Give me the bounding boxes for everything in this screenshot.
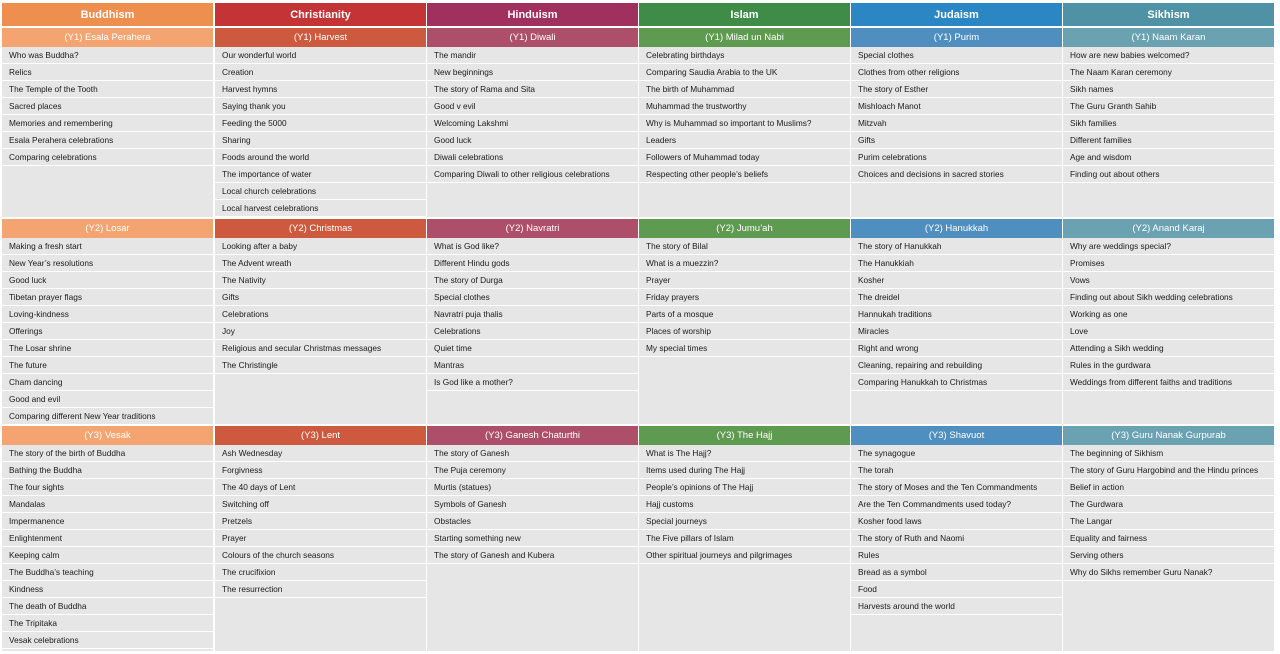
topic-item: Finding out about others	[1063, 166, 1274, 183]
topic-item: Respecting other people’s beliefs	[639, 166, 850, 183]
unit-title: (Y2) Christmas	[215, 219, 426, 238]
topic-item: The Advent wreath	[215, 255, 426, 272]
unit-block	[1063, 28, 1274, 217]
unit-title: (Y1) Diwali	[427, 28, 638, 47]
topic-item: The story of Bilal	[639, 238, 850, 255]
topic-item: Starting something new	[427, 530, 638, 547]
topic-item: Ash Wednesday	[215, 445, 426, 462]
topic-item: The Nativity	[215, 272, 426, 289]
topic-item: Right and wrong	[851, 340, 1062, 357]
topic-list	[427, 445, 638, 564]
curriculum-grid	[2, 3, 1276, 651]
topic-item: Religious and secular Christmas messages	[215, 340, 426, 357]
topic-item: What is The Hajj?	[639, 445, 850, 462]
topic-item: Saying thank you	[215, 98, 426, 115]
topic-item: Items used during The Hajj	[639, 462, 850, 479]
topic-item: The Puja ceremony	[427, 462, 638, 479]
topic-item: New Year’s resolutions	[2, 255, 213, 272]
topic-item: Miracles	[851, 323, 1062, 340]
topic-item: Gifts	[215, 289, 426, 306]
topic-list	[851, 47, 1062, 183]
topic-item: Celebrations	[427, 323, 638, 340]
topic-item: Making a fresh start	[2, 238, 213, 255]
topic-list	[639, 238, 850, 357]
unit-title: (Y3) The Hajj	[639, 426, 850, 445]
topic-item: Welcoming Lakshmi	[427, 115, 638, 132]
topic-item: Bread as a symbol	[851, 564, 1062, 581]
topic-item: The Five pillars of Islam	[639, 530, 850, 547]
topic-item: The story of Moses and the Ten Commandments	[851, 479, 1062, 496]
unit-block	[639, 28, 850, 217]
religion-header: Islam	[639, 3, 850, 26]
topic-item: Looking after a baby	[215, 238, 426, 255]
topic-item: The story of Hanukkah	[851, 238, 1062, 255]
topic-list	[851, 238, 1062, 391]
topic-item: Quiet time	[427, 340, 638, 357]
unit-block	[215, 219, 426, 424]
unit-block	[851, 219, 1062, 424]
topic-item: Sacred places	[2, 98, 213, 115]
topic-item: Comparing Diwali to other religious celebrations	[427, 166, 638, 183]
topic-item: The dreidel	[851, 289, 1062, 306]
unit-block	[427, 426, 638, 651]
topic-item: Is God like a mother?	[427, 374, 638, 391]
religion-header: Hinduism	[427, 3, 638, 26]
topic-item: Esala Perahera celebrations	[2, 132, 213, 149]
topic-item: Who was Buddha?	[2, 47, 213, 64]
religion-column-hinduism	[427, 3, 638, 651]
religion-column-buddhism	[2, 3, 213, 651]
topic-item: Symbols of Ganesh	[427, 496, 638, 513]
topic-item: Enlightenment	[2, 530, 213, 547]
topic-item: My special times	[639, 340, 850, 357]
topic-item: Celebrations	[215, 306, 426, 323]
unit-block	[1063, 426, 1274, 651]
topic-list	[851, 445, 1062, 615]
unit-block	[1063, 219, 1274, 424]
unit-title: (Y3) Shavuot	[851, 426, 1062, 445]
topic-item: Comparing Saudia Arabia to the UK	[639, 64, 850, 81]
topic-item: Bathing the Buddha	[2, 462, 213, 479]
topic-item: Harvest hymns	[215, 81, 426, 98]
topic-item: The torah	[851, 462, 1062, 479]
religion-header: Christianity	[215, 3, 426, 26]
topic-item: Tibetan prayer flags	[2, 289, 213, 306]
unit-block	[639, 219, 850, 424]
topic-item: Good luck	[2, 272, 213, 289]
topic-item: Colours of the church seasons	[215, 547, 426, 564]
topic-list	[639, 47, 850, 183]
topic-item: Comparing different New Year traditions	[2, 408, 213, 425]
topic-item: Rules	[851, 547, 1062, 564]
topic-item: Comparing celebrations	[2, 149, 213, 166]
topic-item: Prayer	[639, 272, 850, 289]
topic-item: Switching off	[215, 496, 426, 513]
topic-list	[1063, 47, 1274, 183]
topic-list	[1063, 445, 1274, 581]
topic-list	[2, 238, 213, 425]
topic-item: Working as one	[1063, 306, 1274, 323]
topic-item: The story of the birth of Buddha	[2, 445, 213, 462]
topic-item: Belief in action	[1063, 479, 1274, 496]
topic-list	[2, 445, 213, 649]
topic-item: The death of Buddha	[2, 598, 213, 615]
topic-item: The future	[2, 357, 213, 374]
topic-item: Different families	[1063, 132, 1274, 149]
topic-item: Mitzvah	[851, 115, 1062, 132]
topic-item: Weddings from different faiths and traditions	[1063, 374, 1274, 391]
topic-item: The Losar shrine	[2, 340, 213, 357]
topic-item: Sikh families	[1063, 115, 1274, 132]
topic-item: The Temple of the Tooth	[2, 81, 213, 98]
topic-list	[2, 47, 213, 166]
topic-item: Mandalas	[2, 496, 213, 513]
unit-title: (Y1) Purim	[851, 28, 1062, 47]
unit-block	[851, 28, 1062, 217]
topic-item: Why are weddings special?	[1063, 238, 1274, 255]
topic-item: Offerings	[2, 323, 213, 340]
topic-item: Followers of Muhammad today	[639, 149, 850, 166]
unit-block	[2, 28, 213, 217]
unit-title: (Y2) Navratri	[427, 219, 638, 238]
topic-item: Special clothes	[427, 289, 638, 306]
topic-item: The story of Esther	[851, 81, 1062, 98]
unit-title: (Y3) Guru Nanak Gurpurab	[1063, 426, 1274, 445]
topic-item: The Hanukkiah	[851, 255, 1062, 272]
topic-item: Vows	[1063, 272, 1274, 289]
unit-block	[2, 426, 213, 651]
topic-item: Celebrating birthdays	[639, 47, 850, 64]
topic-item: Hannukah traditions	[851, 306, 1062, 323]
topic-item: Clothes from other religions	[851, 64, 1062, 81]
topic-item: Joy	[215, 323, 426, 340]
unit-title: (Y1) Naam Karan	[1063, 28, 1274, 47]
topic-item: The crucifixion	[215, 564, 426, 581]
topic-item: Impermanence	[2, 513, 213, 530]
topic-list	[215, 238, 426, 374]
topic-item: The resurrection	[215, 581, 426, 598]
topic-list	[215, 47, 426, 217]
topic-item: Harvests around the world	[851, 598, 1062, 615]
topic-item: Are the Ten Commandments used today?	[851, 496, 1062, 513]
topic-item: The synagogue	[851, 445, 1062, 462]
topic-item: Cham dancing	[2, 374, 213, 391]
unit-title: (Y3) Vesak	[2, 426, 213, 445]
unit-block	[427, 219, 638, 424]
unit-block	[215, 426, 426, 651]
topic-item: Why is Muhammad so important to Muslims?	[639, 115, 850, 132]
topic-item: Prayer	[215, 530, 426, 547]
unit-title: (Y3) Ganesh Chaturthi	[427, 426, 638, 445]
topic-item: The story of Ganesh and Kubera	[427, 547, 638, 564]
topic-item: What is God like?	[427, 238, 638, 255]
religion-header: Buddhism	[2, 3, 213, 26]
topic-item: The birth of Muhammad	[639, 81, 850, 98]
topic-item: The story of Rama and Sita	[427, 81, 638, 98]
unit-title: (Y1) Milad un Nabi	[639, 28, 850, 47]
topic-list	[1063, 238, 1274, 391]
topic-item: Special journeys	[639, 513, 850, 530]
topic-item: Other spiritual journeys and pilgrimages	[639, 547, 850, 564]
topic-item: Attending a Sikh wedding	[1063, 340, 1274, 357]
unit-title: (Y2) Losar	[2, 219, 213, 238]
topic-item: Love	[1063, 323, 1274, 340]
topic-item: Choices and decisions in sacred stories	[851, 166, 1062, 183]
unit-title: (Y1) Esala Perahera	[2, 28, 213, 47]
topic-item: The story of Guru Hargobind and the Hindu princes	[1063, 462, 1274, 479]
topic-item: Murtis (statues)	[427, 479, 638, 496]
topic-item: Age and wisdom	[1063, 149, 1274, 166]
topic-list	[639, 445, 850, 564]
topic-item: Muhammad the trustworthy	[639, 98, 850, 115]
unit-block	[215, 28, 426, 217]
unit-title: (Y2) Hanukkah	[851, 219, 1062, 238]
topic-item: The Langar	[1063, 513, 1274, 530]
topic-item: The story of Durga	[427, 272, 638, 289]
religion-column-islam	[639, 3, 850, 651]
topic-item: Serving others	[1063, 547, 1274, 564]
topic-item: The beginning of Sikhism	[1063, 445, 1274, 462]
topic-item: The four sights	[2, 479, 213, 496]
topic-item: Comparing Hanukkah to Christmas	[851, 374, 1062, 391]
topic-item: The Tripitaka	[2, 615, 213, 632]
unit-title: (Y1) Harvest	[215, 28, 426, 47]
topic-item: What is a muezzin?	[639, 255, 850, 272]
topic-item: Loving-kindness	[2, 306, 213, 323]
topic-list	[427, 47, 638, 183]
topic-item: The Gurdwara	[1063, 496, 1274, 513]
topic-item: Mantras	[427, 357, 638, 374]
unit-title: (Y2) Jumu’ah	[639, 219, 850, 238]
topic-item: Good and evil	[2, 391, 213, 408]
religion-header: Judaism	[851, 3, 1062, 26]
topic-item: The importance of water	[215, 166, 426, 183]
topic-item: Local harvest celebrations	[215, 200, 426, 217]
topic-item: The 40 days of Lent	[215, 479, 426, 496]
topic-item: The Guru Granth Sahib	[1063, 98, 1274, 115]
topic-item: Memories and remembering	[2, 115, 213, 132]
religion-header: Sikhism	[1063, 3, 1274, 26]
topic-item: Promises	[1063, 255, 1274, 272]
topic-item: Hajj customs	[639, 496, 850, 513]
topic-item: Sikh names	[1063, 81, 1274, 98]
topic-item: Purim celebrations	[851, 149, 1062, 166]
topic-item: Special clothes	[851, 47, 1062, 64]
topic-item: Local church celebrations	[215, 183, 426, 200]
topic-item: Gifts	[851, 132, 1062, 149]
unit-block	[639, 426, 850, 651]
topic-item: Keeping calm	[2, 547, 213, 564]
topic-item: Vesak celebrations	[2, 632, 213, 649]
topic-item: New beginnings	[427, 64, 638, 81]
topic-item: Equality and fairness	[1063, 530, 1274, 547]
unit-block	[427, 28, 638, 217]
topic-item: Parts of a mosque	[639, 306, 850, 323]
topic-item: Relics	[2, 64, 213, 81]
unit-title: (Y3) Lent	[215, 426, 426, 445]
unit-block	[851, 426, 1062, 651]
topic-item: Kosher	[851, 272, 1062, 289]
topic-item: Kindness	[2, 581, 213, 598]
topic-item: People’s opinions of The Hajj	[639, 479, 850, 496]
topic-item: Friday prayers	[639, 289, 850, 306]
topic-item: How are new babies welcomed?	[1063, 47, 1274, 64]
topic-item: Navratri puja thalis	[427, 306, 638, 323]
topic-list	[427, 238, 638, 391]
topic-item: Good v evil	[427, 98, 638, 115]
topic-item: Leaders	[639, 132, 850, 149]
topic-item: The Buddha’s teaching	[2, 564, 213, 581]
topic-item: Why do Sikhs remember Guru Nanak?	[1063, 564, 1274, 581]
topic-item: Forgivness	[215, 462, 426, 479]
topic-item: Different Hindu gods	[427, 255, 638, 272]
topic-list	[215, 445, 426, 598]
topic-item: Food	[851, 581, 1062, 598]
topic-item: Mishloach Manot	[851, 98, 1062, 115]
topic-item: Good luck	[427, 132, 638, 149]
topic-item: Cleaning, repairing and rebuilding	[851, 357, 1062, 374]
topic-item: Our wonderful world	[215, 47, 426, 64]
topic-item: The story of Ruth and Naomi	[851, 530, 1062, 547]
unit-block	[2, 219, 213, 424]
topic-item: The story of Ganesh	[427, 445, 638, 462]
unit-title: (Y2) Anand Karaj	[1063, 219, 1274, 238]
topic-item: Foods around the world	[215, 149, 426, 166]
topic-item: Rules in the gurdwara	[1063, 357, 1274, 374]
topic-item: Pretzels	[215, 513, 426, 530]
topic-item: Obstacles	[427, 513, 638, 530]
topic-item: Finding out about Sikh wedding celebrations	[1063, 289, 1274, 306]
topic-item: The Naam Karan ceremony	[1063, 64, 1274, 81]
topic-item: Places of worship	[639, 323, 850, 340]
topic-item: Kosher food laws	[851, 513, 1062, 530]
topic-item: The Christingle	[215, 357, 426, 374]
topic-item: Sharing	[215, 132, 426, 149]
religion-column-judaism	[851, 3, 1062, 651]
religion-column-christianity	[215, 3, 426, 651]
topic-item: The mandir	[427, 47, 638, 64]
topic-item: Creation	[215, 64, 426, 81]
religion-column-sikhism	[1063, 3, 1274, 651]
topic-item: Diwali celebrations	[427, 149, 638, 166]
topic-item: Feeding the 5000	[215, 115, 426, 132]
